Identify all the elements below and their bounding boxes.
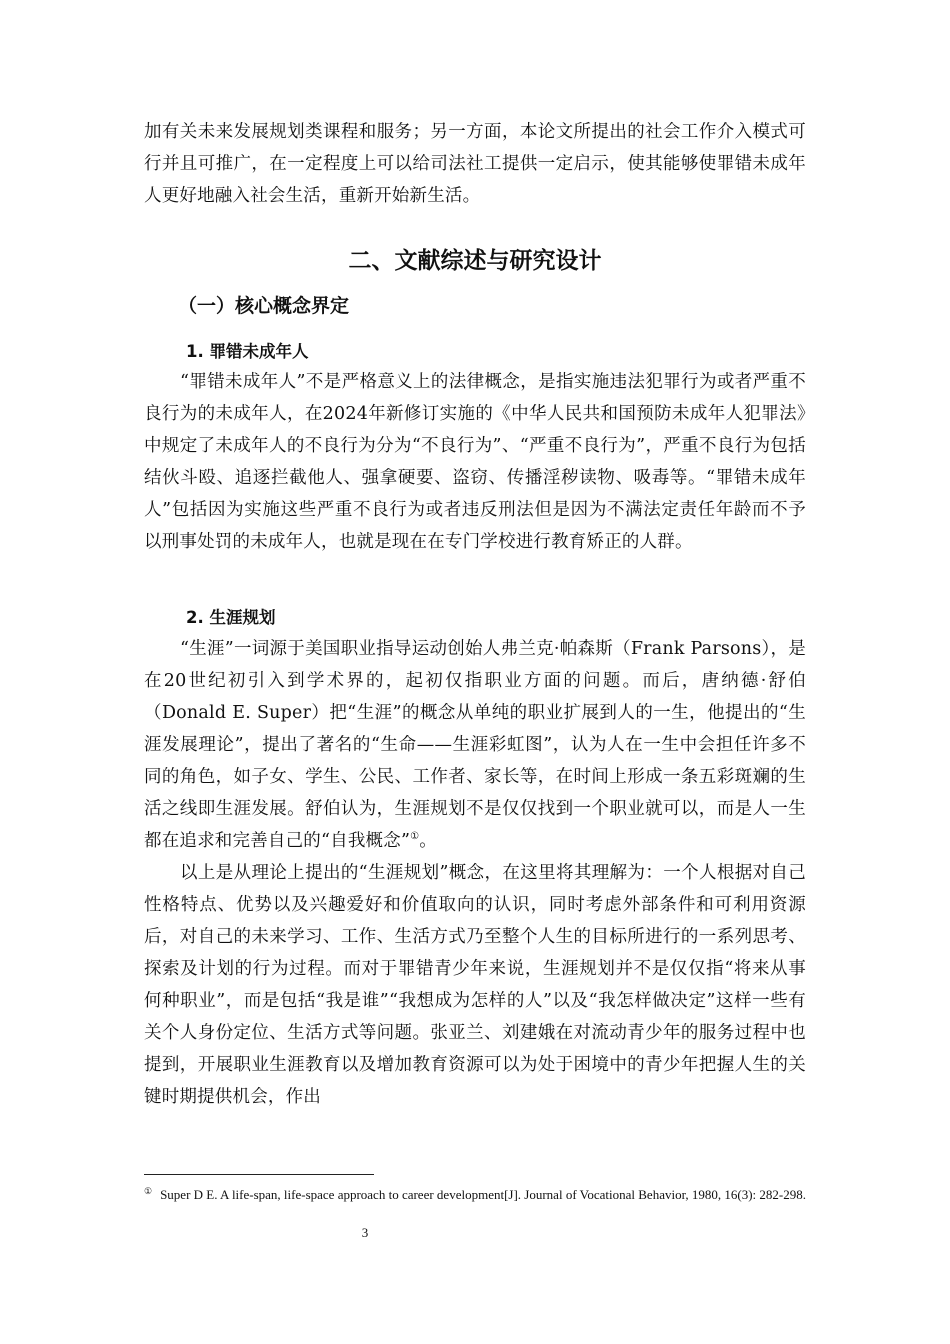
footnote-divider [144, 1174, 374, 1175]
item-title-juvenile-offenders: 1. 罪错未成年人 [186, 342, 309, 361]
footnote-text: Super D E. A life-span, life-space approach to career development[J]. Journal of Vocational Behavior, 1980, 16(3): 282-298. [160, 1187, 806, 1202]
item-title-career-planning: 2. 生涯规划 [186, 608, 276, 627]
footnote-marker: ① [144, 1185, 153, 1196]
footnote [144, 1184, 806, 1206]
footnote-reference[interactable]: ① [410, 831, 420, 843]
item2-paragraph-2: 以上是从理论上提出的“生涯规划”概念，在这里将其理解为：一个人根据对自己性格特点、优势以及兴趣爱好和价值取向的认识，同时考虑外部条件和可利用资源后，对自己的未来学习、工作、生活方式乃至整个人生的目标所进行的一系列思考、探索及计划的行为过程。而对于罪错青少年来说，生涯规划并不是仅仅指“将来从事何种职业”，而是包括“我是谁”“我想成为怎样的人”以及“我怎样做决定”这样一些有关个人身份定位、生活方式等问题。张亚兰、刘建娥在对流动青少年的服务过程中也提到，开展职业生涯教育以及增加教育资源可以为处于困境中的青少年把握人生的关键时期提供机会，作出 [144, 863, 806, 1107]
intro-paragraph: 加有关未来发展规划类课程和服务；另一方面，本论文所提出的社会工作介入模式可行并且可推广，在一定程度上可以给司法社工提供一定启示，使其能够使罪错未成年人更好地融入社会生活，重新开始新生活。 [144, 122, 806, 206]
item2-paragraph-1-end: 。 [419, 831, 437, 851]
item1-paragraph-block [144, 366, 806, 558]
section-title: 二、文献综述与研究设计 [348, 248, 602, 274]
intro-paragraph-block [144, 116, 806, 212]
page-number: 3 [361, 1225, 369, 1240]
item2-paragraphs-block [144, 633, 806, 1113]
item2-paragraph-1 [144, 633, 806, 857]
item1-paragraph: “罪错未成年人”不是严格意义上的法律概念，是指实施违法犯罪行为或者严重不良行为的未成年人，在2024年新修订实施的《中华人民共和国预防未成年人犯罪法》中规定了未成年人的不良行为分为“不良行为”、“严重不良行为”，严重不良行为包括结伙斗殴、追逐拦截他人、强拿硬要、盗窃、传播淫秽读物、吸毒等。“罪错未成年人”包括因为实施这些严重不良行为或者违反刑法但是因为不满法定责任年龄而不予以刑事处罚的未成年人，也就是现在在专门学校进行教育矫正的人群。 [144, 372, 806, 552]
item2-paragraph-1-text: “生涯”一词源于美国职业指导运动创始人弗兰克·帕森斯（Frank Parsons），是在20世纪初引入到学术界的，起初仅指职业方面的问题。而后，唐纳德·舒伯（Donald E. Super）把“生涯”的概念从单纯的职业扩展到人的一生，他提出的“生涯发展理论”，提出了著名的“生命——生涯彩虹图”，认为人在一生中会担任许多不同的角色，如子女、学生、公民、工作者、家长等，在时间上形成一条五彩斑斓的生活之线即生涯发展。舒伯认为，生涯规划不是仅仅找到一个职业就可以，而是人一生都在追求和完善自己的“自我概念” [144, 639, 806, 851]
subsection-title: （一）核心概念界定 [178, 295, 350, 317]
